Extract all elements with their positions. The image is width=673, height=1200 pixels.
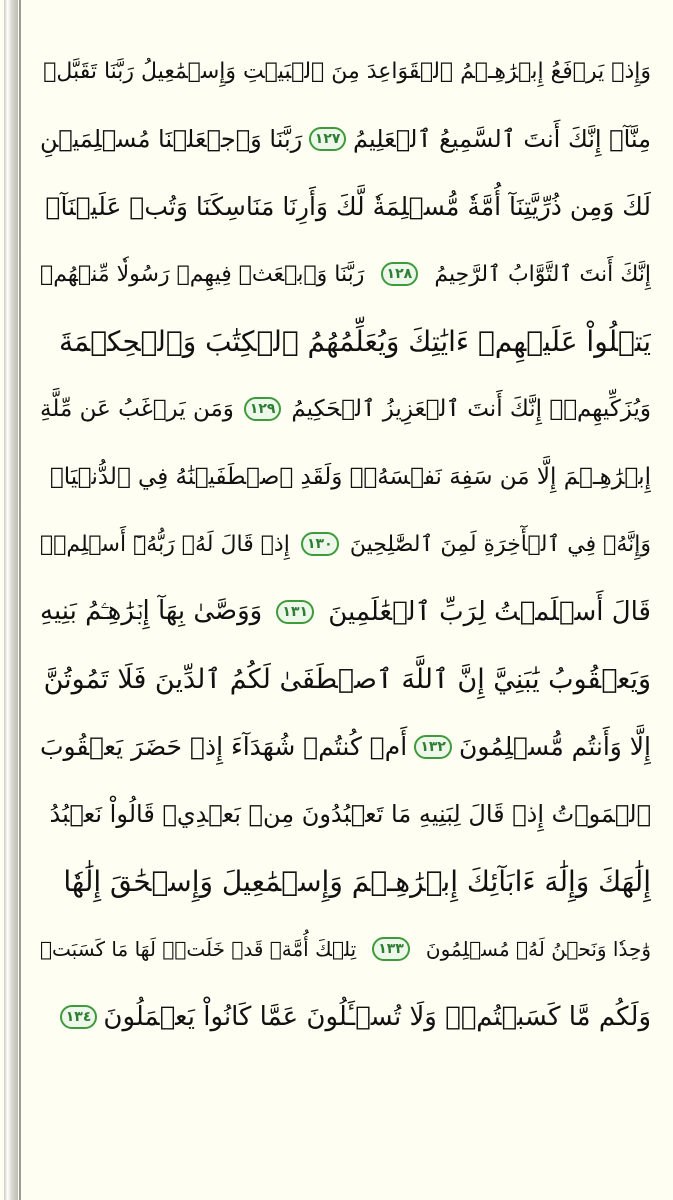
verse-text: إِذۡ قَالَ لَهُۥ رَبُّهُۥٓ أَسۡلِمۡۖ — [40, 531, 290, 557]
quran-text-block — [40, 38, 651, 1051]
verse-text: قَالَ أَسۡلَمۡتُ لِرَبِّ ٱلۡعَٰلَمِينَ — [328, 596, 651, 627]
ayah-number-marker: ١٣٠ — [301, 532, 339, 556]
text-line — [40, 916, 651, 984]
ayah-number-marker: ١٢٨ — [381, 262, 419, 286]
ayah-number-marker: ١٣١ — [276, 600, 314, 624]
verse-text: إِلَّا وَأَنتُم مُّسۡلِمُونَ — [459, 732, 651, 762]
verse-text: وَٰحِدٗا وَنَحۡنُ لَهُۥ مُسۡلِمُونَ — [425, 937, 651, 962]
verse-text: إِبۡرَٰهِـۧمَ إِلَّا مَن سَفِهَ نَفۡسَهُۥۚ وَلَقَدِ ٱصۡطَفَيۡنَٰهُ فِي ٱلدُّنۡيَاۖ — [49, 463, 651, 490]
verse-text: إِنَّكَ أَنتَ ٱلتَّوَّابُ ٱلرَّحِيمُ — [434, 261, 651, 287]
page-edge-border — [4, 0, 18, 1200]
verse-text: وَلَكُم مَّا كَسَبۡتُمۡۖ وَلَا تُسۡـَٔلُونَ عَمَّا كَانُواْ يَعۡمَلُونَ — [103, 1001, 651, 1032]
text-line — [40, 578, 651, 646]
text-line — [40, 173, 651, 241]
text-line — [40, 443, 651, 511]
text-line — [40, 983, 651, 1051]
verse-text: ٱلۡمَوۡتُ إِذۡ قَالَ لِبَنِيهِ مَا تَعۡبُدُونَ مِنۢ بَعۡدِيۖ قَالُواْ نَعۡبُدُ — [49, 800, 651, 829]
verse-text: وَإِذۡ يَرۡفَعُ إِبۡرَٰهِـۧمُ ٱلۡقَوَاعِدَ مِنَ ٱلۡبَيۡتِ وَإِسۡمَٰعِيلُ رَبَّنَا تَقَبَّلۡ — [43, 59, 651, 85]
verse-text: وَإِنَّهُۥ فِي ٱلۡأٓخِرَةِ لَمِنَ ٱلصَّٰلِحِينَ — [349, 531, 651, 557]
verse-text: وَيَعۡقُوبُ يَٰبَنِيَّ إِنَّ ٱللَّهَ ٱصۡطَفَىٰ لَكُمُ ٱلدِّينَ فَلَا تَمُوتُنَّ — [43, 663, 651, 695]
verse-text: وَوَصَّىٰ بِهَآ إِبۡرَٰهِـۧمُ بَنِيهِ — [40, 596, 263, 627]
text-line — [40, 241, 651, 309]
ayah-number-marker: ١٣٤ — [60, 1005, 98, 1029]
ayah-number-marker: ١٢٩ — [244, 397, 282, 421]
text-line — [40, 38, 651, 106]
verse-text: يَتۡلُواْ عَلَيۡهِمۡ ءَايَٰتِكَ وَيُعَلِّمُهُمُ ٱلۡكِتَٰبَ وَٱلۡحِكۡمَةَ — [59, 325, 651, 359]
ayah-number-marker: ١٣٢ — [414, 735, 452, 759]
ayah-number-marker: ١٣٣ — [372, 937, 410, 961]
text-line — [40, 646, 651, 714]
verse-text: وَيُزَكِّيهِمۡۖ إِنَّكَ أَنتَ ٱلۡعَزِيزُ ٱلۡحَكِيمُ — [291, 396, 651, 423]
text-line — [40, 106, 651, 174]
text-line — [40, 781, 651, 849]
ayah-number-marker: ١٢٧ — [309, 127, 347, 151]
text-line — [40, 848, 651, 916]
verse-text: تِلۡكَ أُمَّةٞ قَدۡ خَلَتۡۖ لَهَا مَا كَسَبَتۡ — [40, 937, 357, 962]
verse-text: أَمۡ كُنتُمۡ شُهَدَآءَ إِذۡ حَضَرَ يَعۡقُوبَ — [40, 732, 408, 762]
verse-text: رَبَّنَا وَٱبۡعَثۡ فِيهِمۡ رَسُولٗا مِّنۡهُمۡ — [40, 261, 365, 287]
verse-text: رَبَّنَا وَٱجۡعَلۡنَا مُسۡلِمَيۡنِ — [40, 125, 303, 154]
text-line — [40, 308, 651, 376]
verse-text: مِنَّآۖ إِنَّكَ أَنتَ ٱلسَّمِيعُ ٱلۡعَلِيمُ — [352, 125, 651, 154]
text-line — [40, 713, 651, 781]
text-line — [40, 511, 651, 579]
verse-text: إِلَٰهَكَ وَإِلَٰهَ ءَابَآئِكَ إِبۡرَٰهِـۧمَ وَإِسۡمَٰعِيلَ وَإِسۡحَٰقَ إِلَٰهٗا — [63, 865, 651, 899]
verse-text: وَمَن يَرۡغَبُ عَن مِّلَّةِ — [40, 396, 234, 423]
verse-text: لَكَ وَمِن ذُرِّيَّتِنَآ أُمَّةٗ مُّسۡلِمَةٗ لَّكَ وَأَرِنَا مَنَاسِكَنَا وَتُبۡ عَلَيۡنَآۖ — [45, 192, 651, 222]
text-line — [40, 376, 651, 444]
